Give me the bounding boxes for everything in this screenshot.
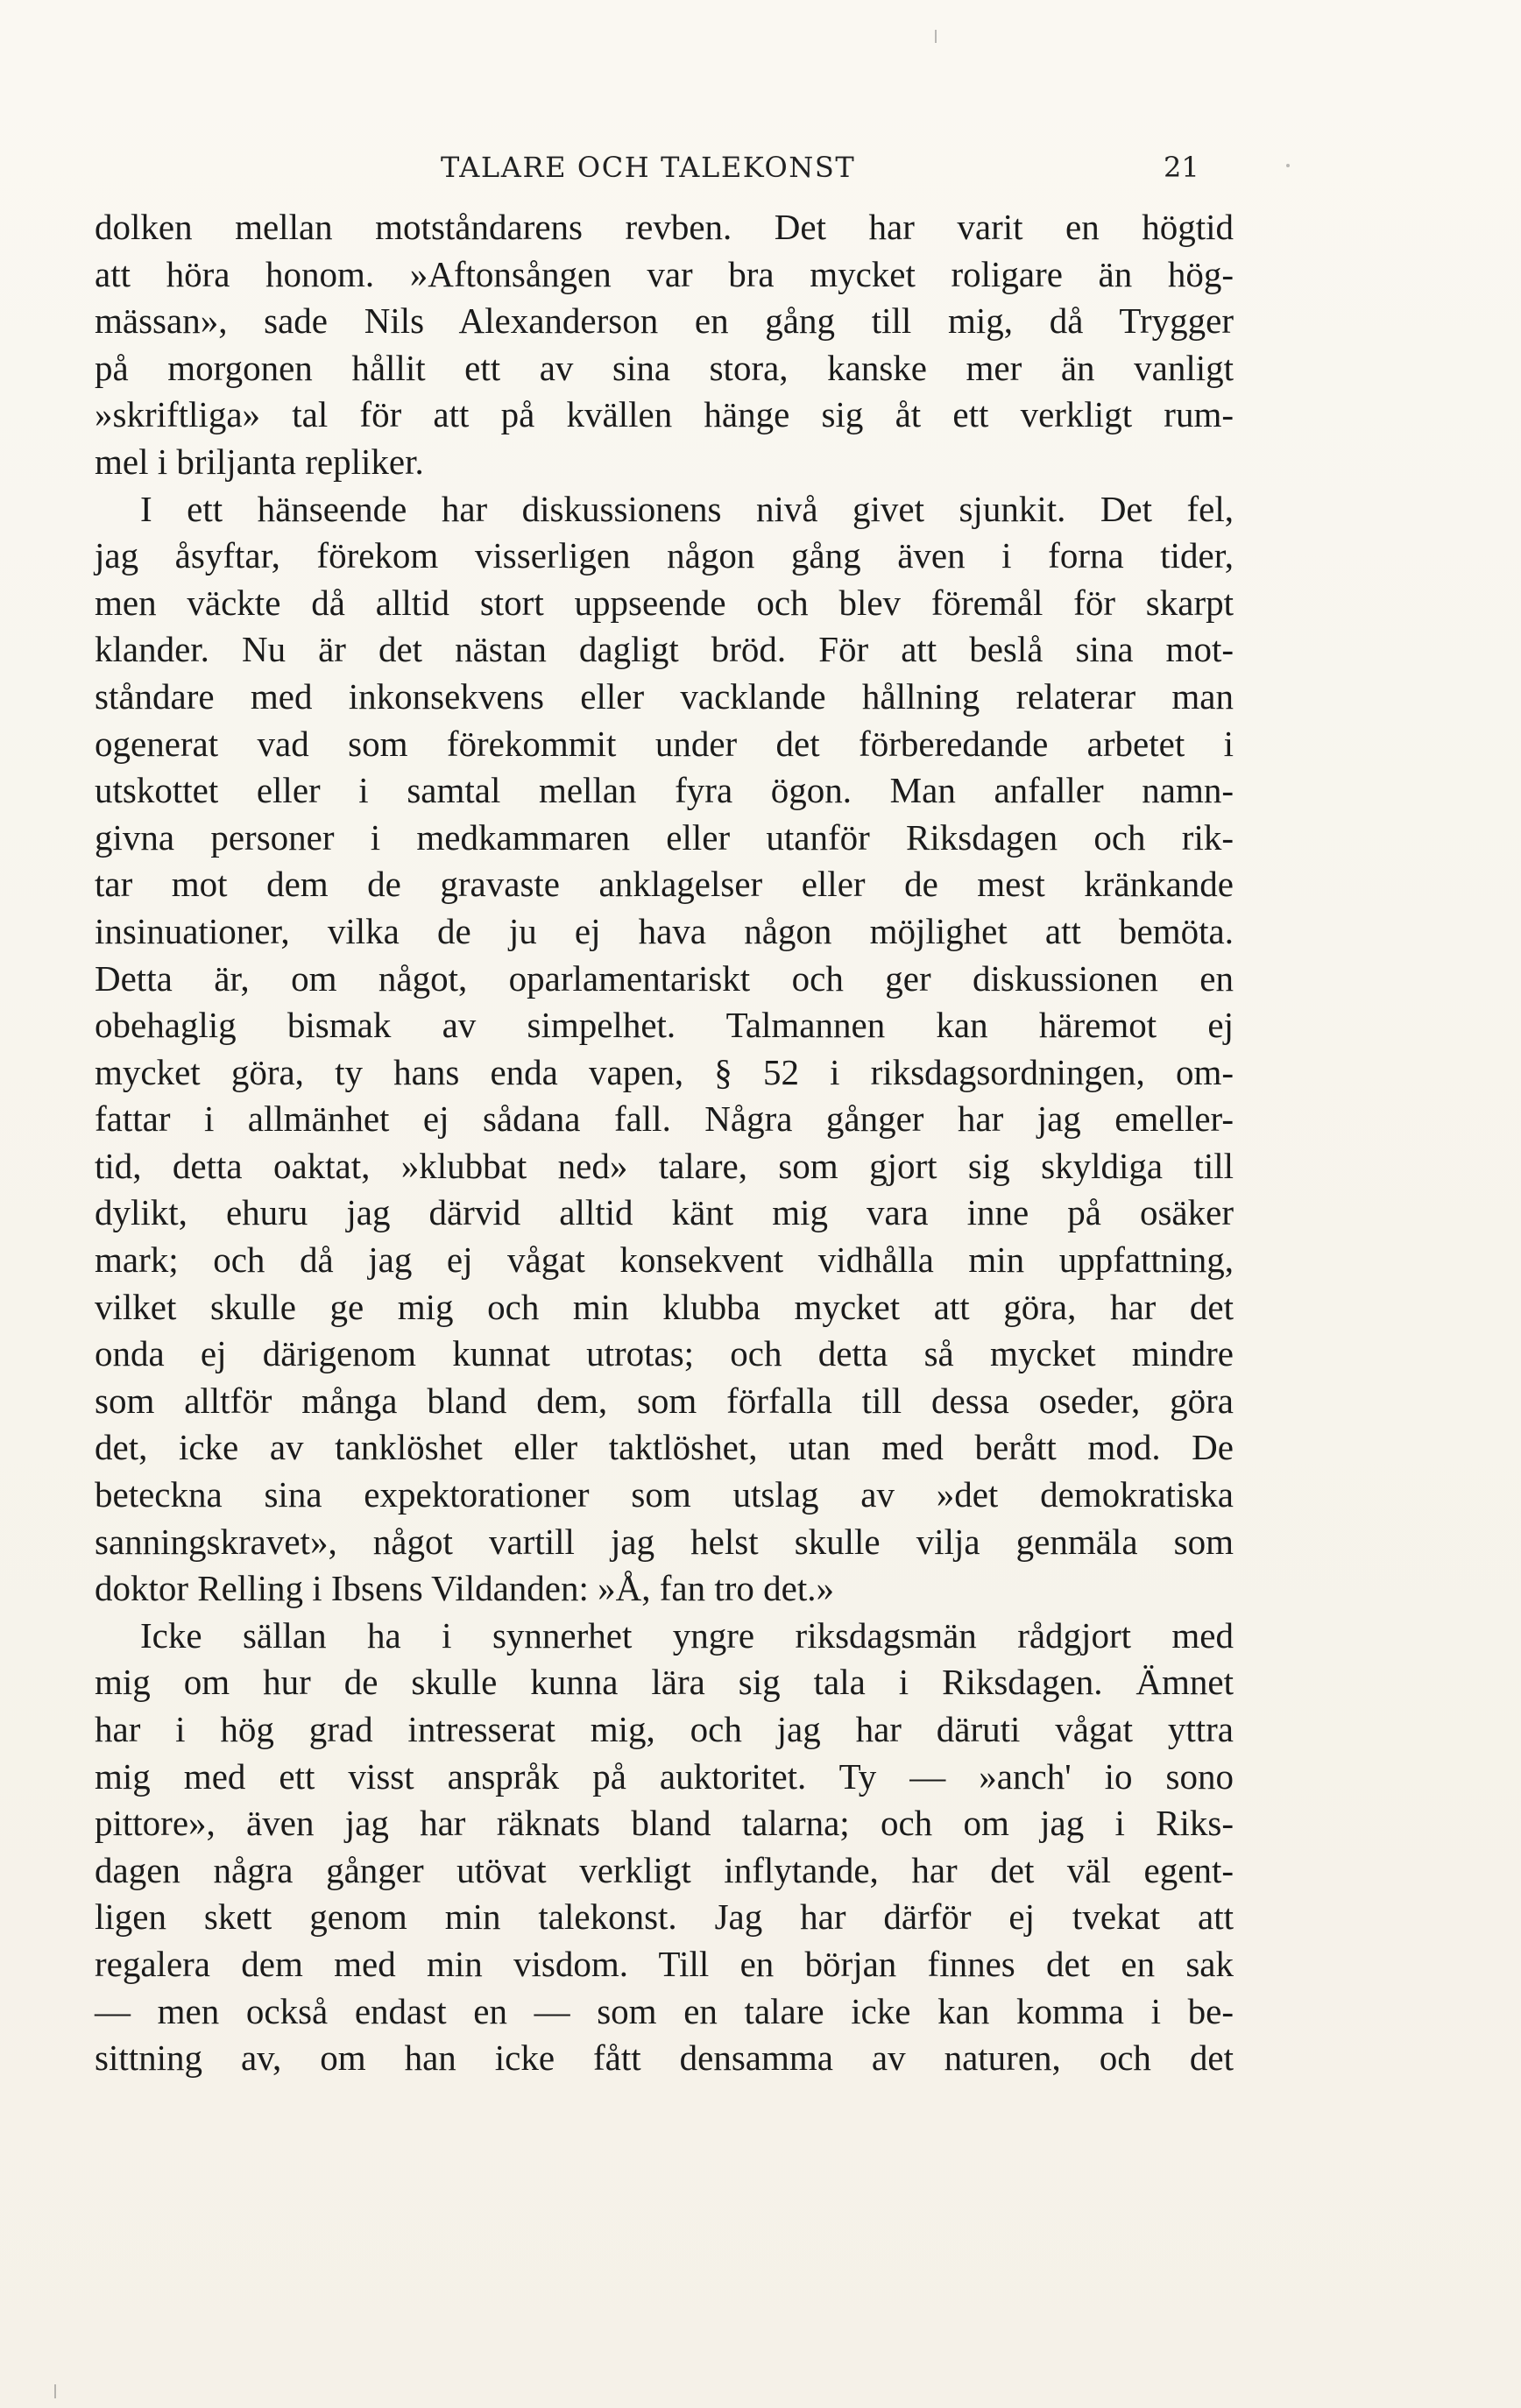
text-line: att höra honom. »Aftonsången var bra mycket roligare än hög- [95, 253, 1234, 294]
text-line: utskottet eller i samtal mellan fyra ögon. Man anfaller namn- [95, 770, 1234, 811]
text-line: dylikt, ehuru jag därvid alltid känt mig vara inne på osäker [95, 1192, 1234, 1233]
text-line: — men också endast en — som en talare icke kan komma i be- [95, 1990, 1234, 2031]
text-line: I ett hänseende har diskussionens nivå givet sjunkit. Det fel, [140, 488, 1234, 529]
text-line: som alltför många bland dem, som förfalla till dessa oseder, göra [95, 1380, 1234, 1421]
text-line: sittning av, om han icke fått densamma av naturen, och det [95, 2037, 1234, 2079]
text-line: obehaglig bismak av simpelhet. Talmannen kan häremot ej [95, 1005, 1234, 1046]
running-title: TALARE OCH TALEKONST [441, 151, 856, 184]
page-number: 21 [1164, 151, 1199, 184]
text-line: på morgonen hållit ett av sina stora, kanske mer än vanligt [95, 347, 1234, 388]
text-line: ligen skett genom min talekonst. Jag har därför ej tvekat att [95, 1896, 1234, 1938]
text-line: ståndare med inkonsekvens eller vacklande hållning relaterar man [95, 675, 1234, 717]
page-header [95, 151, 1225, 194]
text-line: pittore», även jag har räknats bland talarna; och om jag i Riks- [95, 1803, 1234, 1844]
paper-speck [1286, 164, 1290, 167]
text-line: beteckna sina expektorationer som utslag av »det demokratiska [95, 1474, 1234, 1515]
text-line: givna personer i medkammaren eller utanför Riksdagen och rik- [95, 816, 1234, 858]
paper-speck [54, 2384, 56, 2398]
text-line: »skriftliga» tal för att på kvällen hänge sig åt ett verkligt rum- [95, 394, 1234, 435]
text-line: onda ej därigenom kunnat utrotas; och detta så mycket mindre [95, 1333, 1234, 1374]
text-line: det, icke av tanklöshet eller taktlöshet, utan med berått mod. De [95, 1427, 1234, 1468]
text-line: regalera dem med min visdom. Till en början finnes det en sak [95, 1943, 1234, 1984]
text-line: mässan», sade Nils Alexanderson en gång till mig, då Trygger [95, 300, 1234, 342]
text-line: mel i briljanta repliker. [95, 441, 424, 482]
text-line: doktor Relling i Ibsens Vildanden: »Å, fan tro det.» [95, 1568, 834, 1609]
text-line: sanningskravet», något vartill jag helst skulle vilja genmäla som [95, 1521, 1234, 1562]
text-line: mig med ett visst anspråk på auktoritet. Ty — »anch' io sono [95, 1755, 1234, 1797]
text-line: har i hög grad intresserat mig, och jag har däruti vågat yttra [95, 1709, 1234, 1749]
text-line: mycket göra, ty hans enda vapen, § 52 i riksdagsordningen, om- [95, 1051, 1234, 1092]
text-line: Detta är, om något, oparlamentariskt och ger diskussionen en [95, 957, 1234, 999]
text-line: dolken mellan motståndarens revben. Det har varit en högtid [95, 207, 1234, 247]
text-line: tid, detta oaktat, »klubbat ned» talare, som gjort sig skyldiga till [95, 1145, 1234, 1186]
text-line: Icke sällan ha i synnerhet yngre riksdagsmän rådgjort med [140, 1614, 1234, 1656]
text-line: mig om hur de skulle kunna lära sig tala i Riksdagen. Ämnet [95, 1662, 1234, 1703]
text-line: klander. Nu är det nästan dagligt bröd. För att beslå sina mot- [95, 629, 1234, 670]
text-line: jag åsyftar, förekom visserligen någon gång även i forna tider, [95, 535, 1234, 576]
text-line: men väckte då alltid stort uppseende och blev föremål för skarpt [95, 582, 1234, 623]
text-line: ogenerat vad som förekommit under det förberedande arbetet i [95, 723, 1234, 764]
text-line: insinuationer, vilka de ju ej hava någon möjlighet att bemöta. [95, 910, 1234, 951]
text-line: tar mot dem de gravaste anklagelser eller de mest kränkande [95, 864, 1234, 905]
text-line: fattar i allmänhet ej sådana fall. Några gånger har jag emeller- [95, 1098, 1234, 1140]
body-text [95, 204, 1234, 2082]
text-line: mark; och då jag ej vågat konsekvent vidhålla min uppfattning, [95, 1239, 1234, 1281]
paper-speck [935, 30, 937, 43]
text-line: dagen några gånger utövat verkligt inflytande, har det väl egent- [95, 1849, 1234, 1890]
text-line: vilket skulle ge mig och min klubba mycket att göra, har det [95, 1286, 1234, 1327]
